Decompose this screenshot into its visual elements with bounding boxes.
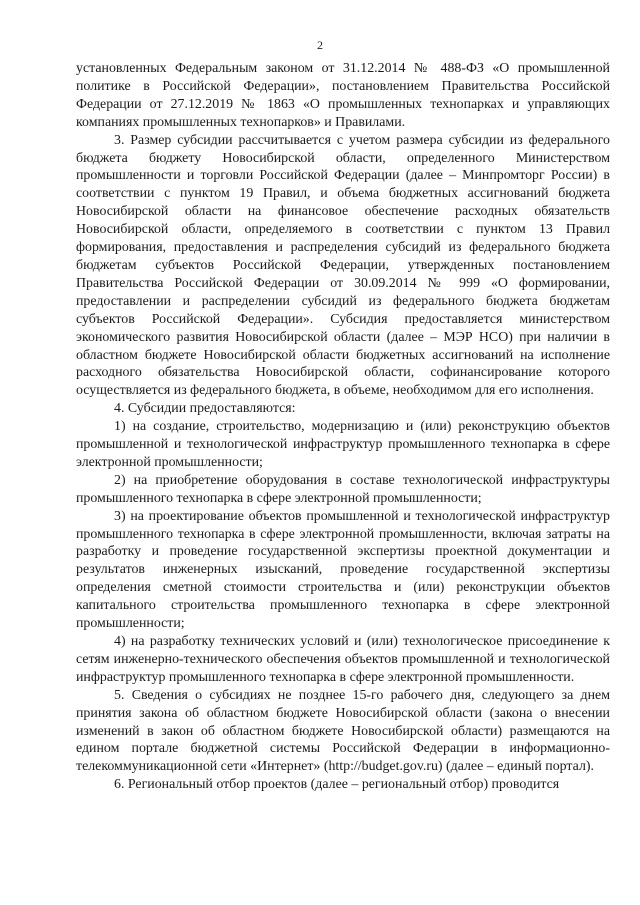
paragraph-9: 6. Региональный отбор проектов (далее – региональный отбор) проводится [114, 777, 560, 793]
paragraph-7: 4) на разработку технических условий и (или) технологическое присоединение к сетям инженерно-технического обеспечения объектов промышленной и технологической инфраструктур промышленного технопарка в сфере электронной промышленности. [76, 634, 610, 685]
page-number: 2 [317, 38, 323, 52]
paragraph-5: 2) на приобретение оборудования в составе технологической инфраструктуры промышленного технопарка в сфере электронной промышленности; [76, 472, 610, 506]
paragraph-4: 1) на создание, строительство, модернизацию и (или) реконструкцию объектов промышленной и технологической инфраструктур промышленного технопарка в сфере электронной промышленности; [76, 419, 610, 470]
document-body [76, 60, 610, 794]
paragraph-3: 4. Субсидии предоставляются: [114, 401, 296, 417]
paragraph-8: 5. Сведения о субсидиях не позднее 15-го рабочего дня, следующего за днем принятия закона об областном бюджете Новосибирской области (закона о внесении изменений в закон об областном бюджете Новосибирской области) размещаются на едином портале бюджетной системы Российской Федерации в информационно-телекоммуникационной сети «Интернет» (http://budget.gov.ru) (далее – единый портал). [76, 687, 610, 775]
paragraph-6: 3) на проектирование объектов промышленной и технологической инфраструктур промышленного технопарка в сфере электронной промышленности, включая затраты на разработку и проведение государственной экспертизы проектной документации и результатов инженерных изысканий, проведение государственной экспертизы определения сметной стоимости строительства и (или) реконструкции объектов капитального строительства промышленного технопарка в сфере электронной промышленности; [76, 508, 610, 632]
paragraph-2: 3. Размер субсидии рассчитывается с учетом размера субсидии из федерального бюджета бюджету Новосибирской области, определенного Министерством промышленности и торговли Российской Федерации (далее – Минпромторг России) в соответствии с пунктом 19 Правил, и объема бюджетных ассигнований бюджета Новосибирской области на финансовое обеспечение расходных обязательств Новосибирской области, определяемого в соответствии с пунктом 13 Правил формирования, предоставления и распределения субсидий из федерального бюджета бюджетам субъектов Российской Федерации, утвержденных постановлением Правительства Российской Федерации от 30.09.2014 № 999 «О формировании, предоставлении и распределении субсидий из федерального бюджета бюджетам субъектов Российской Федерации». Субсидия предоставляется министерством экономического развития Новосибирской области (далее – МЭР НСО) при наличии в областном бюджете Новосибирской области бюджетных ассигнований на исполнение расходного обязательства Новосибирской области, софинансирование которого осуществляется из федерального бюджета, в объеме, необходимом для его исполнения. [76, 132, 610, 399]
paragraph-1: установленных Федеральным законом от 31.12.2014 № 488-ФЗ «О промышленной политике в Российской Федерации», постановлением Правительства Российской Федерации от 27.12.2019 № 1863 «О промышленных технопарках и управляющих компаниях промышленных технопарков» и Правилами. [76, 61, 610, 130]
